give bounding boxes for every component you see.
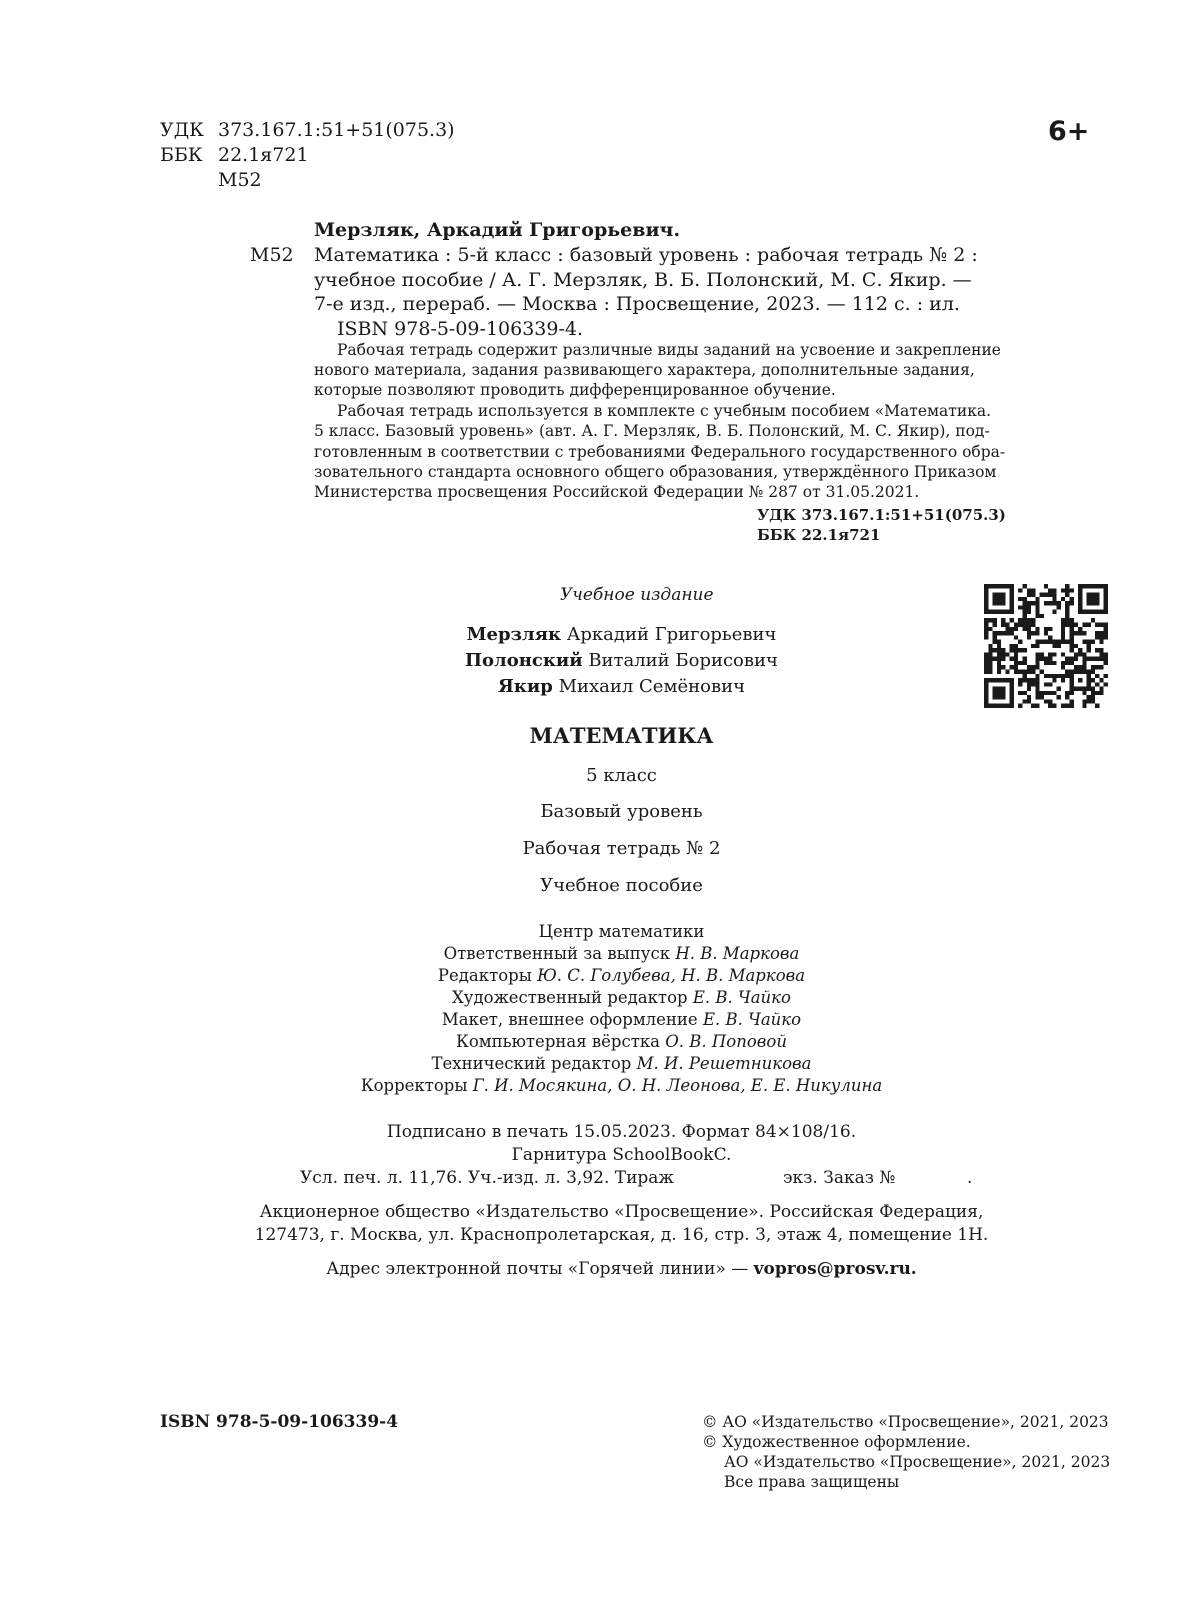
copyright-line: АО «Издательство «Просвещение», 2021, 2023 bbox=[724, 1453, 1111, 1471]
staff-line bbox=[0, 1009, 1200, 1031]
udk-tail: УДК 373.167.1:51+51(075.3) bbox=[757, 506, 1006, 524]
author-given: Виталий Борисович bbox=[588, 650, 778, 671]
annotation-line: Рабочая тетрадь содержит различные виды заданий на усвоение и закрепление bbox=[337, 341, 1001, 359]
staff-line bbox=[0, 965, 1200, 987]
udk-line bbox=[160, 118, 455, 143]
grade: 5 класс bbox=[586, 765, 657, 786]
staff-line bbox=[0, 943, 1200, 965]
annotation-line: нового материала, задания развивающего характера, дополнительные задания, bbox=[314, 361, 975, 379]
order-number: экз. Заказ № bbox=[783, 1168, 896, 1188]
staff-role: Корректоры bbox=[360, 1076, 468, 1095]
staff-line bbox=[0, 1053, 1200, 1075]
staff-names: Н. В. Маркова bbox=[675, 944, 800, 963]
staff-names: Е. В. Чайко bbox=[692, 988, 791, 1007]
edition-kind: Учебное пособие bbox=[540, 875, 703, 896]
order-end: . bbox=[967, 1168, 973, 1188]
staff-names: О. В. Поповой bbox=[665, 1032, 787, 1051]
annotation-line: готовленным в соответствии с требованиями Федерального государственного обра- bbox=[314, 443, 1006, 461]
author-heading: Мерзляк, Аркадий Григорьевич. bbox=[314, 219, 681, 241]
staff-role: Художественный редактор bbox=[452, 988, 688, 1007]
copyright-line: © Художественное оформление. bbox=[702, 1433, 971, 1451]
staff-role: Макет, внешнее оформление bbox=[441, 1010, 698, 1029]
publisher-line: Акционерное общество «Издательство «Просвещение». Российская Федерация, bbox=[259, 1202, 984, 1222]
annotation-line: зовательного стандарта основного общего образования, утверждённого Приказом bbox=[314, 463, 997, 481]
isbn-line: ISBN 978-5-09-106339-4. bbox=[337, 318, 584, 340]
author-given: Михаил Семёнович bbox=[558, 676, 745, 697]
qr-code bbox=[984, 584, 1108, 708]
level: Базовый уровень bbox=[540, 801, 703, 822]
age-rating: 6+ bbox=[1048, 116, 1090, 147]
staff-names: Г. И. Мосякина, О. Н. Леонова, Е. Е. Никулина bbox=[472, 1076, 883, 1095]
staff-line bbox=[0, 1031, 1200, 1053]
email-address: vopros@prosv.ru. bbox=[753, 1259, 917, 1279]
staff-role: Редакторы bbox=[437, 966, 532, 985]
copyright-line: Все права защищены bbox=[724, 1473, 900, 1491]
bbk-label: ББК bbox=[160, 144, 203, 166]
author-surname: Мерзляк bbox=[466, 624, 562, 645]
footer-isbn: ISBN 978-5-09-106339-4 bbox=[160, 1412, 399, 1432]
author-surname: Якир bbox=[498, 676, 553, 697]
staff-center: Центр математики bbox=[538, 922, 705, 941]
annotation-line: 5 класс. Базовый уровень» (авт. А. Г. Мерзляк, В. Б. Полонский, М. С. Якир), под- bbox=[314, 422, 990, 440]
book-title: МАТЕМАТИКА bbox=[529, 723, 714, 748]
author-sign: М52 bbox=[218, 169, 262, 191]
staff-names: Ю. С. Голубева, Н. В. Маркова bbox=[537, 966, 806, 985]
email-line bbox=[0, 1258, 1200, 1281]
publisher-line: 127473, г. Москва, ул. Краснопролетарская, д. 16, стр. 3, этаж 4, помещение 1Н. bbox=[254, 1225, 989, 1245]
author-surname: Полонский bbox=[465, 650, 583, 671]
copyright-line: © АО «Издательство «Просвещение», 2021, 2023 bbox=[702, 1413, 1109, 1431]
email-prefix: Адрес электронной почты «Горячей линии» — bbox=[326, 1259, 749, 1279]
workbook-number: Рабочая тетрадь № 2 bbox=[522, 838, 721, 859]
bib-line: учебное пособие / А. Г. Мерзляк, В. Б. Полонский, М. С. Якир. — bbox=[314, 269, 972, 291]
print-sheets: Усл. печ. л. 11,76. Уч.-изд. л. 3,92. Тираж bbox=[300, 1168, 675, 1188]
staff-names: Е. В. Чайко bbox=[702, 1010, 802, 1029]
staff-role: Компьютерная вёрстка bbox=[456, 1032, 661, 1051]
signed-to-print: Подписано в печать 15.05.2023. Формат 84×108/16. bbox=[386, 1122, 857, 1142]
staff-names: М. И. Решетникова bbox=[636, 1054, 812, 1073]
annotation-line: которые позволяют проводить дифференцированное обучение. bbox=[314, 381, 836, 399]
udk-value: 373.167.1:51+51(075.3) bbox=[218, 119, 455, 141]
annotation-line: Рабочая тетрадь используется в комплекте с учебным пособием «Математика. bbox=[337, 402, 992, 420]
typeface: Гарнитура SchoolBookC. bbox=[511, 1145, 732, 1165]
edition-type: Учебное издание bbox=[560, 585, 714, 605]
staff-line bbox=[0, 987, 1200, 1009]
bbk-tail: ББК 22.1я721 bbox=[757, 526, 881, 544]
author-given: Аркадий Григорьевич bbox=[566, 624, 777, 645]
udk-label: УДК bbox=[160, 119, 204, 141]
bib-line: Математика : 5-й класс : базовый уровень : рабочая тетрадь № 2 : bbox=[314, 244, 978, 266]
bbk-line bbox=[160, 143, 309, 168]
staff-line bbox=[0, 1075, 1200, 1097]
bib-line: 7-е изд., перераб. — Москва : Просвещение, 2023. — 112 с. : ил. bbox=[314, 293, 960, 315]
staff-role: Технический редактор bbox=[431, 1054, 632, 1073]
staff-role: Ответственный за выпуск bbox=[443, 944, 671, 963]
record-sign: М52 bbox=[250, 244, 294, 266]
bbk-value: 22.1я721 bbox=[218, 144, 309, 166]
annotation-line: Министерства просвещения Российской Федерации № 287 от 31.05.2021. bbox=[314, 483, 920, 501]
